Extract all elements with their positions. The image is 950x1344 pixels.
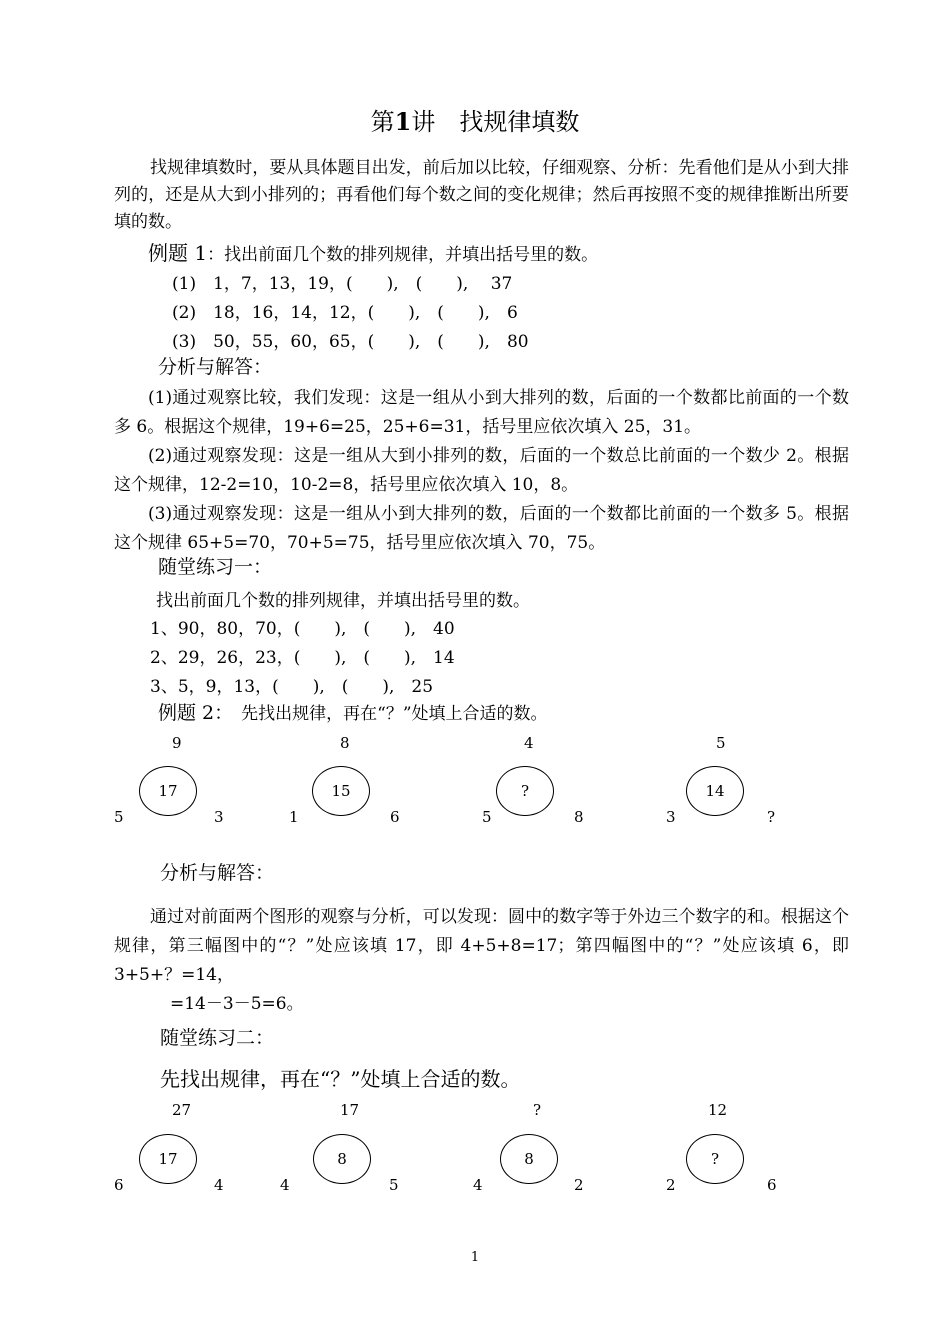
- figure-circle: 14: [686, 766, 744, 816]
- figure-left-number: 4: [473, 1176, 483, 1194]
- page-title: 第1讲 找规律填数: [370, 107, 580, 136]
- figure-top-number: 17: [340, 1101, 360, 1119]
- answer-2-paragraph: 通过对前面两个图形的观察与分析，可以发现：圆中的数字等于外边三个数字的和。根据这个规律，第三幅图中的“？”处应该填 17，即 4+5+8=17；第四幅图中的“？”处应该填 6，即 3+5+？=14，: [114, 907, 849, 985]
- figure-circle: 17: [139, 1134, 197, 1184]
- figure-circle: ?: [496, 766, 554, 816]
- figure-left-number: 4: [280, 1176, 290, 1194]
- practice-1-instruction: 找出前面几个数的排列规律，并填出括号里的数。: [156, 591, 530, 611]
- figure-circle: 8: [313, 1134, 371, 1184]
- answer-paragraph: (1)通过观察比较，我们发现：这是一组从小到大排列的数，后面的一个数都比前面的一个数多 6。根据这个规律，19+6=25，25+6=31，括号里应依次填入 25，31。: [114, 388, 849, 437]
- example-1-item: (1) 1，7，13，19，( ), ( ), 37: [172, 274, 513, 294]
- answer-paragraph: (3)通过观察发现：这是一组从小到大排列的数，后面的一个数都比前面的一个数多 5。根据这个规律 65+5=70，70+5=75，括号里应依次填入 70，75。: [114, 504, 849, 553]
- answer-paragraph: (2)通过观察发现：这是一组从大到小排列的数，后面的一个数总比前面的一个数少 2。根据这个规律，12-2=10，10-2=8，括号里应依次填入 10，8。: [114, 446, 849, 495]
- figure-circle: 8: [500, 1134, 558, 1184]
- figure-right-number: 8: [574, 808, 584, 826]
- figure-right-number: 2: [574, 1176, 584, 1194]
- figure-right-number: ?: [767, 808, 776, 826]
- figure-left-number: 5: [114, 808, 124, 826]
- figure-right-number: 6: [767, 1176, 777, 1194]
- figure-top-number: 9: [172, 734, 182, 752]
- figure-left-number: 6: [114, 1176, 124, 1194]
- example-2-heading: 例题 2： 先找出规律，再在“？”处填上合适的数。: [158, 702, 548, 724]
- figure-left-number: 2: [666, 1176, 676, 1194]
- analysis-heading: 分析与解答：: [158, 356, 273, 378]
- figure-right-number: 5: [389, 1176, 399, 1194]
- figure-left-number: 1: [289, 808, 299, 826]
- figure-right-number: 3: [214, 808, 224, 826]
- figure-right-number: 6: [390, 808, 400, 826]
- practice-1-item: 3、5，9，13，( ), ( ), 25: [150, 677, 434, 697]
- figure-right-number: 4: [214, 1176, 224, 1194]
- figure-circle: 15: [312, 766, 370, 816]
- practice-2-instruction: 先找出规律，再在“？”处填上合适的数。: [160, 1067, 521, 1091]
- figure-top-number: 12: [708, 1101, 728, 1119]
- figure-circle: 17: [139, 766, 197, 816]
- figure-top-number: 4: [524, 734, 534, 752]
- practice-1-item: 1、90，80，70，( ), ( ), 40: [150, 619, 455, 639]
- answer-2-line: =14－3－5=6。: [170, 994, 304, 1014]
- figure-top-number: ?: [533, 1101, 542, 1119]
- practice-2-heading: 随堂练习二：: [160, 1027, 275, 1049]
- example-1-heading: 例题 1：找出前面几个数的排列规律，并填出括号里的数。: [148, 241, 599, 265]
- figure-top-number: 8: [340, 734, 350, 752]
- figure-top-number: 5: [716, 734, 726, 752]
- practice-1-item: 2、29，26，23，( ), ( ), 14: [150, 648, 455, 668]
- figure-left-number: 3: [666, 808, 676, 826]
- intro-paragraph: 找规律填数时，要从具体题目出发，前后加以比较，仔细观察、分析：先看他们是从小到大排列的，还是从大到小排列的；再看他们每个数之间的变化规律；然后再按照不变的规律推断出所要填的数。: [114, 158, 849, 232]
- page-number: 1: [470, 1250, 480, 1265]
- analysis-2-heading: 分析与解答：: [160, 862, 275, 884]
- example-1-item: (3) 50，55，60，65，( ), ( ), 80: [172, 332, 529, 352]
- example-1-item: (2) 18，16，14，12，( ), ( ), 6: [172, 303, 518, 323]
- figure-circle: ?: [686, 1134, 744, 1184]
- figure-left-number: 5: [482, 808, 492, 826]
- figure-top-number: 27: [172, 1101, 192, 1119]
- practice-1-heading: 随堂练习一：: [158, 556, 273, 578]
